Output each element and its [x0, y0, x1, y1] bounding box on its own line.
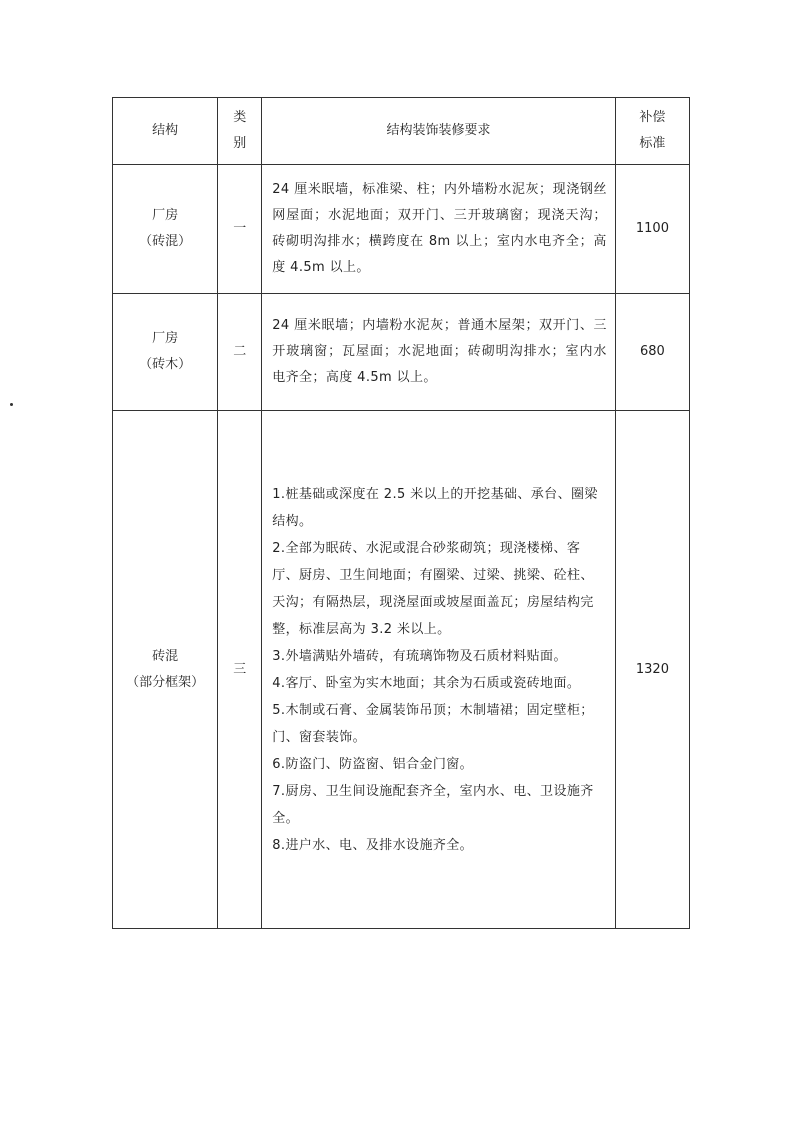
requirements-text: 24 厘米眠墙；内墙粉水泥灰；普通木屋架；双开门、三开玻璃窗；瓦屋面；水泥地面；砖砌明沟排水；室内水电齐全；高度 4.5m 以上。: [272, 318, 607, 385]
structure-cell: [113, 411, 218, 929]
structure-name: 厂房: [152, 208, 179, 223]
requirements-cell: [262, 411, 616, 929]
structure-name: 厂房: [152, 331, 179, 346]
structure-material: （砖木）: [139, 357, 192, 372]
requirement-item: 3.外墙满贴外墙砖，有琉璃饰物及石质材料贴面。: [272, 648, 567, 664]
requirement-item: 6.防盗门、防盗窗、铝合金门窗。: [272, 756, 474, 772]
standard-cell: 680: [615, 294, 689, 411]
header-category-line1: 类: [233, 110, 247, 125]
requirements-cell: [262, 165, 616, 294]
requirements-cell: [262, 294, 616, 411]
structure-cell: [113, 165, 218, 294]
requirement-item: 8.进户水、电、及排水设施齐全。: [272, 837, 474, 853]
category-cell: 一: [218, 165, 262, 294]
requirement-item: 1.桩基础或深度在 2.5 米以上的开挖基础、承台、圈梁结构。: [272, 486, 598, 529]
scan-speck: [10, 403, 13, 406]
header-requirements: 结构装饰装修要求: [262, 98, 616, 165]
requirement-item: 4.客厅、卧室为实木地面；其余为石质或瓷砖地面。: [272, 675, 581, 691]
compensation-standards-table: [112, 97, 690, 929]
category-cell: 三: [218, 411, 262, 929]
table-header-row: [113, 98, 690, 165]
requirement-item: 7.厨房、卫生间设施配套齐全，室内水、电、卫设施齐全。: [272, 783, 594, 826]
structure-material: （砖混）: [139, 234, 192, 249]
standard-cell: 1320: [615, 411, 689, 929]
header-standard-line1: 补偿: [639, 110, 666, 125]
requirements-text: 24 厘米眠墙，标准梁、柱；内外墙粉水泥灰；现浇钢丝网屋面；水泥地面；双开门、三开玻璃窗；现浇天沟；砖砌明沟排水；横跨度在 8m 以上；室内水电齐全；高度 4.5m 以上。: [272, 182, 607, 275]
category-cell: 二: [218, 294, 262, 411]
header-structure: 结构: [113, 98, 218, 165]
requirement-item: 5.木制或石膏、金属装饰吊顶；木制墙裙；固定壁柜；门、窗套装饰。: [272, 702, 594, 745]
table-row: [113, 411, 690, 929]
requirement-item: 2.全部为眠砖、水泥或混合砂浆砌筑；现浇楼梯、客厅、厨房、卫生间地面；有圈梁、过梁、挑梁、砼柱、天沟；有隔热层，现浇屋面或坡屋面盖瓦；房屋结构完整，标准层高为 3.2 米以上。: [272, 540, 594, 637]
table-row: [113, 165, 690, 294]
header-category: [218, 98, 262, 165]
table-row: [113, 294, 690, 411]
structure-name: 砖混: [152, 648, 179, 664]
standard-cell: 1100: [615, 165, 689, 294]
header-standard-line2: 标准: [639, 136, 666, 151]
header-category-line2: 别: [233, 136, 247, 151]
header-standard: [615, 98, 689, 165]
structure-material: （部分框架）: [126, 674, 205, 690]
structure-cell: [113, 294, 218, 411]
